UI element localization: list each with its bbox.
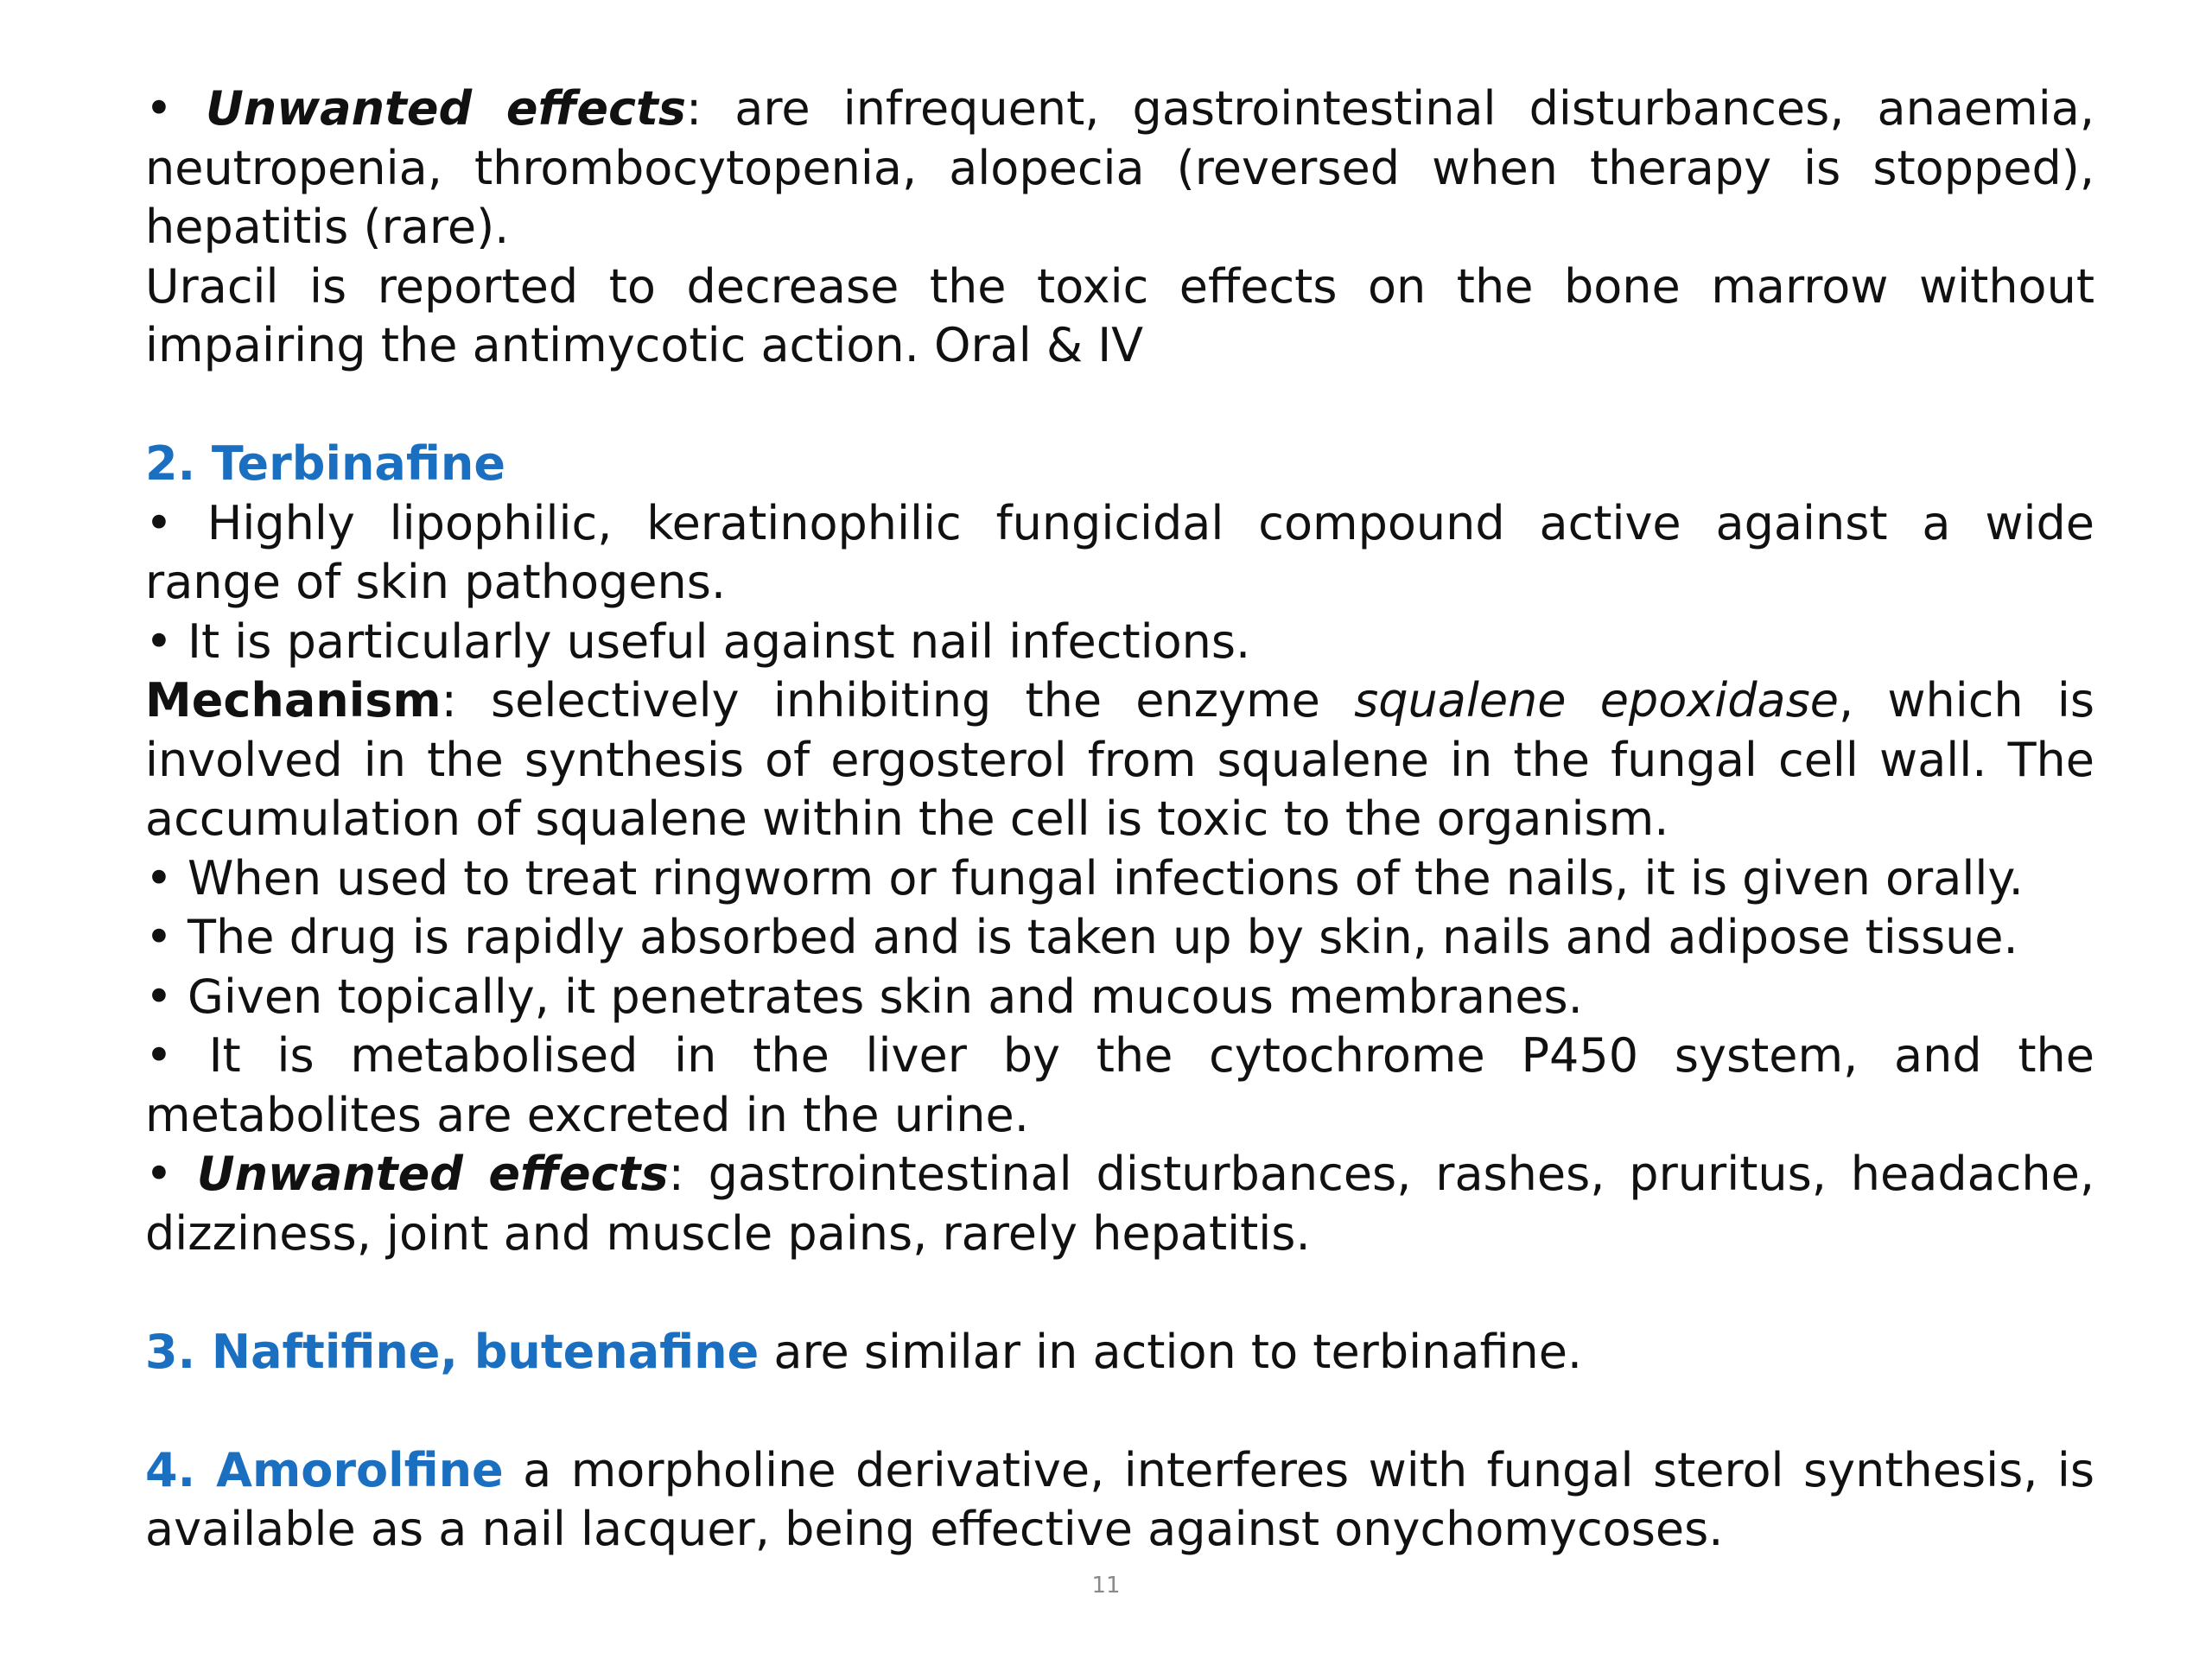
- bullet: •: [145, 1028, 173, 1083]
- amorolfine-line-1: [145, 1441, 2094, 1501]
- bullet-text: It is metabolised in the liver by the cytochrome P450 system, and the: [208, 1028, 2094, 1083]
- bullet: •: [145, 969, 173, 1024]
- terbinafine-unwanted-line-2: dizziness, joint and muscle pains, rarely hepatitis.: [145, 1205, 1311, 1261]
- terbinafine-bullet-1-line-2: range of skin pathogens.: [145, 555, 727, 609]
- spacer: [145, 1263, 2094, 1323]
- naftifine-heading: 3. Naftifine, butenafine: [145, 1324, 760, 1379]
- bullet-text: When used to treat ringworm or fungal infections of the nails, it is given orally.: [188, 850, 2024, 906]
- naftifine-text: are similar in action to terbinafine.: [759, 1324, 1583, 1379]
- unwanted-effects-line-3: hepatitis (rare).: [145, 200, 510, 254]
- bullet: •: [145, 1147, 173, 1201]
- spacer: [145, 376, 2094, 435]
- bullet-text: The drug is rapidly absorbed and is taken up by skin, nails and adipose tissue.: [188, 910, 2018, 964]
- bullet-text: Highly lipophilic, keratinophilic fungicidal compound active against a wide: [207, 495, 2094, 550]
- bullet-text: It is particularly useful against nail infections.: [188, 613, 1251, 669]
- bullet-text: Given topically, it penetrates skin and mucous membranes.: [188, 969, 1583, 1024]
- page-number: 11: [1091, 1573, 1121, 1599]
- terbinafine-unwanted-line-1: [145, 1145, 2094, 1205]
- mechanism-text-a: : selectively inhibiting the enzyme: [441, 673, 1355, 728]
- terbinafine-bullet-5: [145, 968, 2094, 1027]
- amorolfine-heading: 4. Amorolfine: [145, 1442, 504, 1497]
- terbinafine-bullet-2: [145, 613, 2094, 672]
- mechanism-text-b: , which is: [1838, 673, 2094, 728]
- amorolfine-text: a morpholine derivative, interferes with fungal sterol synthesis, is: [503, 1442, 2094, 1497]
- bullet: •: [145, 81, 173, 136]
- terbinafine-heading: 2. Terbinafine: [145, 436, 505, 491]
- mechanism-label: Mechanism: [145, 673, 442, 728]
- uracil-line-2: impairing the antimycotic action. Oral & IV: [145, 318, 1144, 372]
- terbinafine-bullet-3: [145, 849, 2094, 909]
- unwanted-effects-text: : gastrointestinal disturbances, rashes, pruritus, headache,: [668, 1147, 2094, 1201]
- bullet: •: [145, 910, 173, 964]
- spacer: [145, 1382, 2094, 1441]
- unwanted-effects-label: Unwanted effects: [205, 81, 686, 136]
- terbinafine-bullet-4: [145, 908, 2094, 968]
- terbinafine-bullet-6-line-2: metabolites are excreted in the urine.: [145, 1087, 1029, 1142]
- unwanted-effects-label: Unwanted effects: [196, 1147, 669, 1201]
- terbinafine-bullet-1-line-1: [145, 494, 2094, 554]
- mechanism-line-3: accumulation of squalene within the cell is toxic to the organism.: [145, 791, 1669, 846]
- mechanism-line-1: [145, 671, 2094, 731]
- slide-content: [145, 79, 2094, 1560]
- unwanted-effects-line-1: [145, 79, 2094, 139]
- unwanted-effects-text: : are infrequent, gastrointestinal disturbances, anaemia,: [686, 81, 2094, 136]
- amorolfine-line-2: available as a nail lacquer, being effective against onychomycoses.: [145, 1502, 1724, 1556]
- bullet: •: [145, 613, 173, 669]
- unwanted-effects-line-2: neutropenia, thrombocytopenia, alopecia (reversed when therapy is stopped),: [145, 140, 2094, 195]
- bullet: •: [145, 495, 173, 550]
- mechanism-enzyme: squalene epoxidase: [1354, 673, 1839, 728]
- naftifine-line: [145, 1323, 2094, 1382]
- terbinafine-bullet-6-line-1: [145, 1027, 2094, 1086]
- uracil-line-1: Uracil is reported to decrease the toxic effects on the bone marrow without: [145, 258, 2094, 314]
- mechanism-line-2: involved in the synthesis of ergosterol from squalene in the fungal cell wall. The: [145, 732, 2094, 787]
- bullet: •: [145, 850, 173, 906]
